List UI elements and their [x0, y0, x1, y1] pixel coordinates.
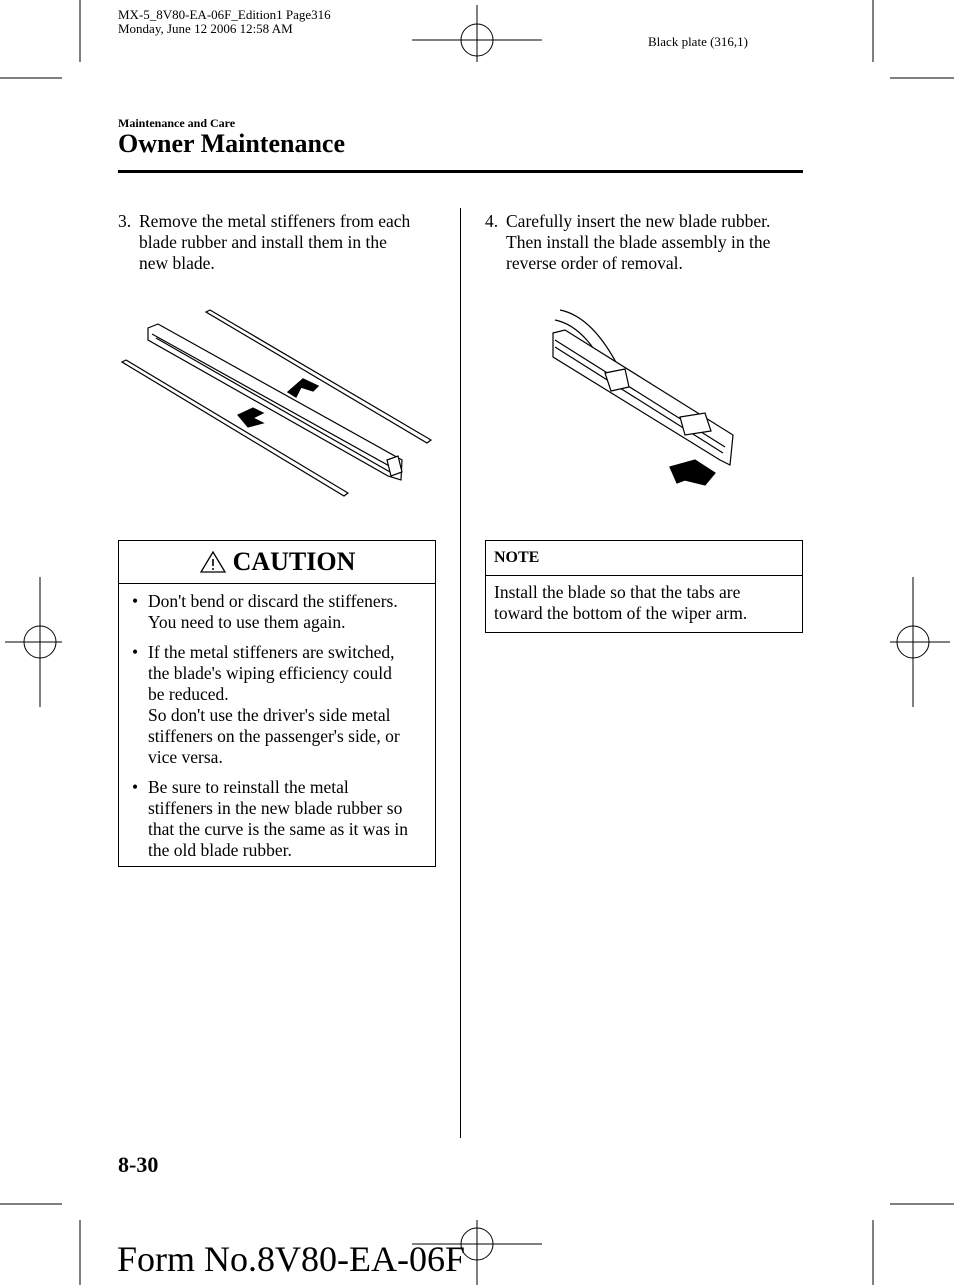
caution-line: that the curve is the same as it was in: [148, 819, 408, 839]
page-title: Owner Maintenance: [118, 129, 345, 158]
caution-list: [119, 591, 435, 861]
caution-line: the old blade rubber.: [148, 840, 292, 860]
section-label: Maintenance and Care: [118, 116, 236, 130]
step-4: [485, 211, 815, 274]
print-metadata-line: Monday, June 12 2006 12:58 AM: [118, 21, 293, 36]
stiffener-illustration: [118, 300, 438, 500]
caution-line: Don't bend or discard the stiffeners.: [148, 591, 398, 611]
step-text-line: Carefully insert the new blade rubber.: [506, 211, 771, 231]
step-text-line: blade rubber and install them in the: [139, 232, 387, 252]
title-rule: [118, 170, 803, 173]
caution-item: [119, 591, 435, 633]
warning-icon: [199, 550, 227, 574]
blade-assembly-illustration: [545, 305, 745, 500]
step-text-line: new blade.: [139, 253, 215, 273]
caution-title: CAUTION: [232, 547, 356, 576]
form-number: Form No.8V80-EA-06F: [117, 1239, 465, 1279]
plate-label: Black plate (316,1): [648, 34, 748, 49]
caution-line: stiffeners in the new blade rubber so: [148, 798, 403, 818]
bullet-icon: •: [132, 591, 139, 611]
caution-line: Be sure to reinstall the metal: [148, 777, 349, 797]
note-title: NOTE: [486, 541, 802, 576]
caution-line: be reduced.: [148, 684, 229, 704]
page-number: 8-30: [118, 1152, 159, 1177]
column-divider: [460, 208, 461, 1138]
caution-box: [118, 540, 436, 867]
print-metadata: [118, 8, 331, 36]
caution-line: So don't use the driver's side metal: [148, 705, 391, 725]
caution-line: stiffeners on the passenger's side, or: [148, 726, 400, 746]
bullet-icon: •: [132, 642, 139, 662]
caution-line: the blade's wiping efficiency could: [148, 663, 392, 683]
note-box: [485, 540, 803, 633]
bullet-icon: •: [132, 777, 139, 797]
caution-item: [119, 777, 435, 861]
caution-line: You need to use them again.: [148, 612, 346, 632]
caution-line: vice versa.: [148, 747, 223, 767]
caution-header: [119, 541, 435, 584]
step-3: [118, 211, 448, 274]
step-number: 4.: [485, 211, 499, 231]
caution-item: [119, 642, 435, 768]
print-metadata-line: MX-5_8V80-EA-06F_Edition1 Page316: [118, 7, 331, 22]
note-body: [486, 576, 802, 630]
caution-line: If the metal stiffeners are switched,: [148, 642, 395, 662]
step-number: 3.: [118, 211, 132, 231]
note-line: toward the bottom of the wiper arm.: [494, 603, 748, 623]
step-text-line: reverse order of removal.: [506, 253, 683, 273]
note-line: Install the blade so that the tabs are: [494, 582, 741, 602]
step-text-line: Remove the metal stiffeners from each: [139, 211, 411, 231]
step-text-line: Then install the blade assembly in the: [506, 232, 771, 252]
